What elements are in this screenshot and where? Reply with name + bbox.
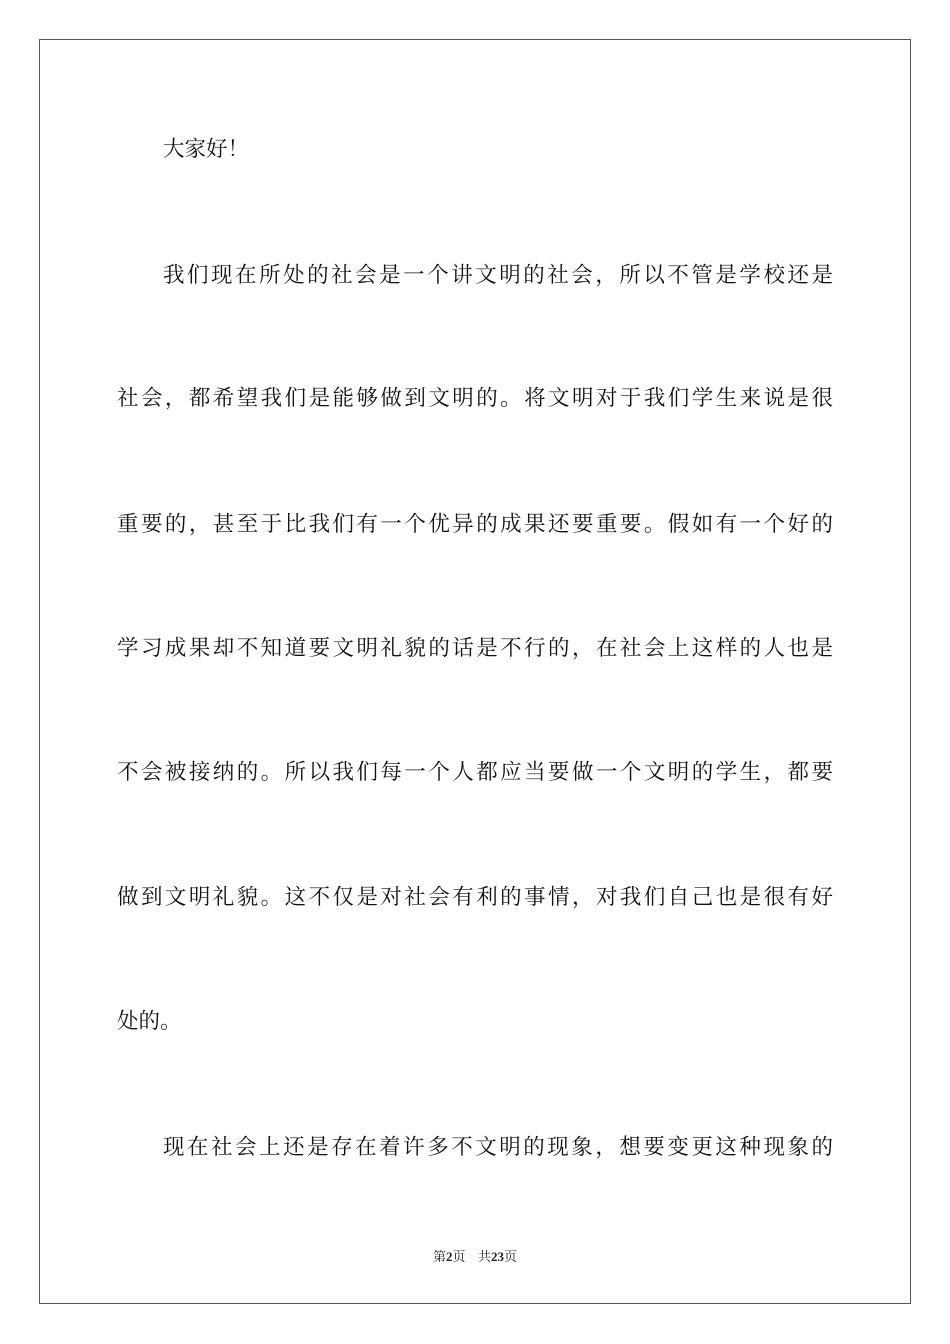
paragraph-1-line-3: 重要的，甚至于比我们有一个优异的成果还要重要。假如有一个好的 <box>117 512 833 537</box>
total-unit: 页 <box>503 1250 517 1265</box>
page-frame <box>39 39 911 1304</box>
paragraph-1-line-4: 学习成果却不知道要文明礼貌的话是不行的，在社会上这样的人也是 <box>117 636 833 661</box>
page-number-footer <box>0 1248 950 1267</box>
paragraph-1-line-7: 处的。 <box>117 1009 182 1034</box>
current-page-number: 2 <box>446 1249 453 1264</box>
total-page-count: 23 <box>490 1249 504 1264</box>
greeting-line: 大家好！ <box>163 137 250 162</box>
paragraph-1-line-5: 不会被接纳的。所以我们每一个人都应当要做一个文明的学生，都要 <box>117 760 833 785</box>
paragraph-1-line-1: 我们现在所处的社会是一个讲文明的社会，所以不管是学校还是 <box>163 263 833 288</box>
page-prefix: 第 <box>433 1250 447 1265</box>
page-unit: 页 <box>452 1250 466 1265</box>
paragraph-1-line-6: 做到文明礼貌。这不仅是对社会有利的事情，对我们自己也是很有好 <box>117 885 833 910</box>
paragraph-1-line-2: 社会，都希望我们是能够做到文明的。将文明对于我们学生来说是很 <box>117 386 833 411</box>
paragraph-2-line-1: 现在社会上还是存在着许多不文明的现象，想要变更这种现象的 <box>163 1135 833 1160</box>
total-prefix: 共 <box>477 1250 491 1265</box>
